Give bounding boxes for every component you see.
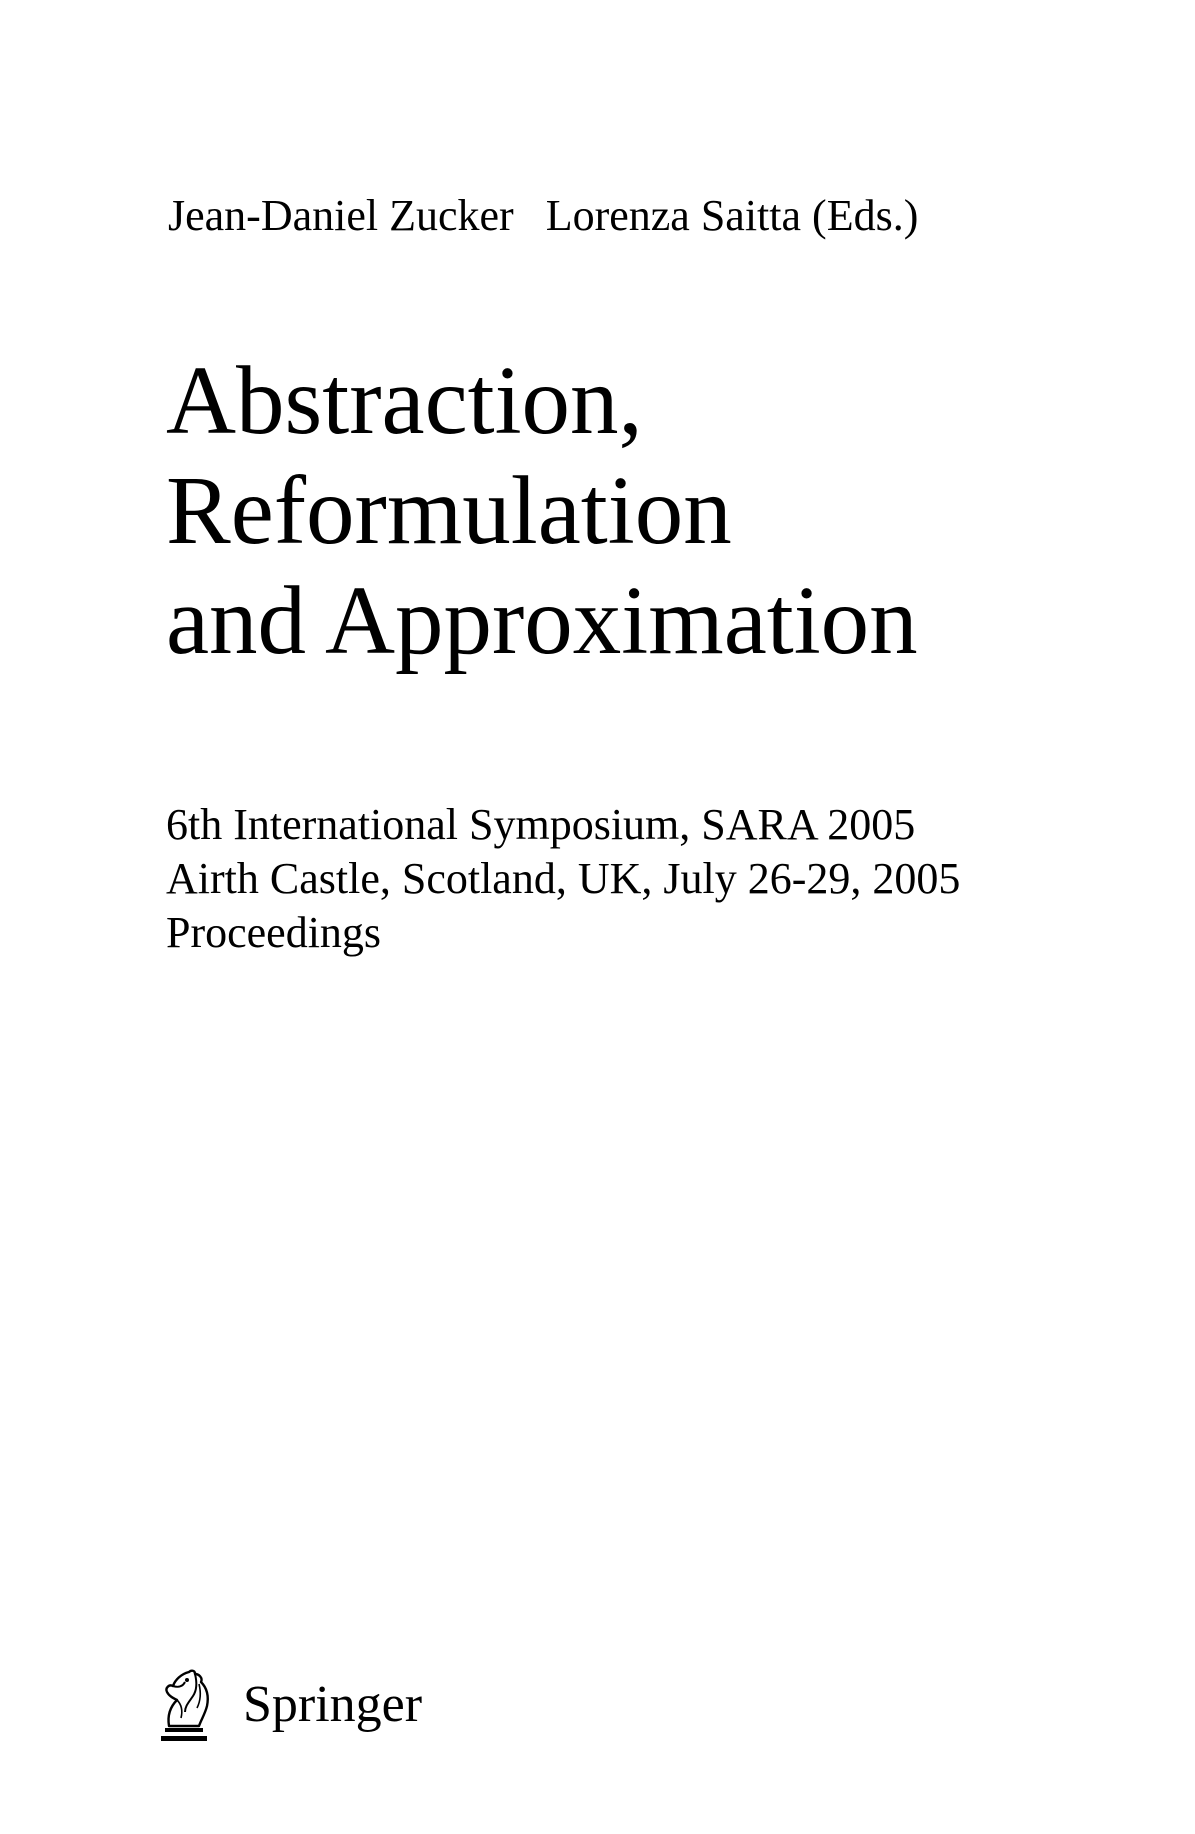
book-title bbox=[166, 346, 918, 676]
book-title-line-2: Reformulation bbox=[166, 457, 732, 564]
springer-horse-icon bbox=[155, 1666, 215, 1744]
book-title-line-1: Abstraction, bbox=[166, 347, 643, 454]
subtitle-line-3: Proceedings bbox=[166, 908, 382, 957]
publisher-name: Springer bbox=[243, 1676, 423, 1733]
book-title-line-3: and Approximation bbox=[166, 567, 918, 674]
editors-line bbox=[168, 190, 918, 242]
subtitle-line-1: 6th International Symposium, SARA 2005 bbox=[166, 800, 916, 849]
subtitle-line-2: Airth Castle, Scotland, UK, July 26-29, 2005 bbox=[166, 854, 961, 903]
editor-name-1: Jean-Daniel Zucker bbox=[168, 191, 514, 240]
book-subtitle bbox=[166, 798, 960, 960]
publisher-imprint bbox=[155, 1660, 422, 1750]
editor-name-2: Lorenza Saitta (Eds.) bbox=[545, 191, 919, 240]
